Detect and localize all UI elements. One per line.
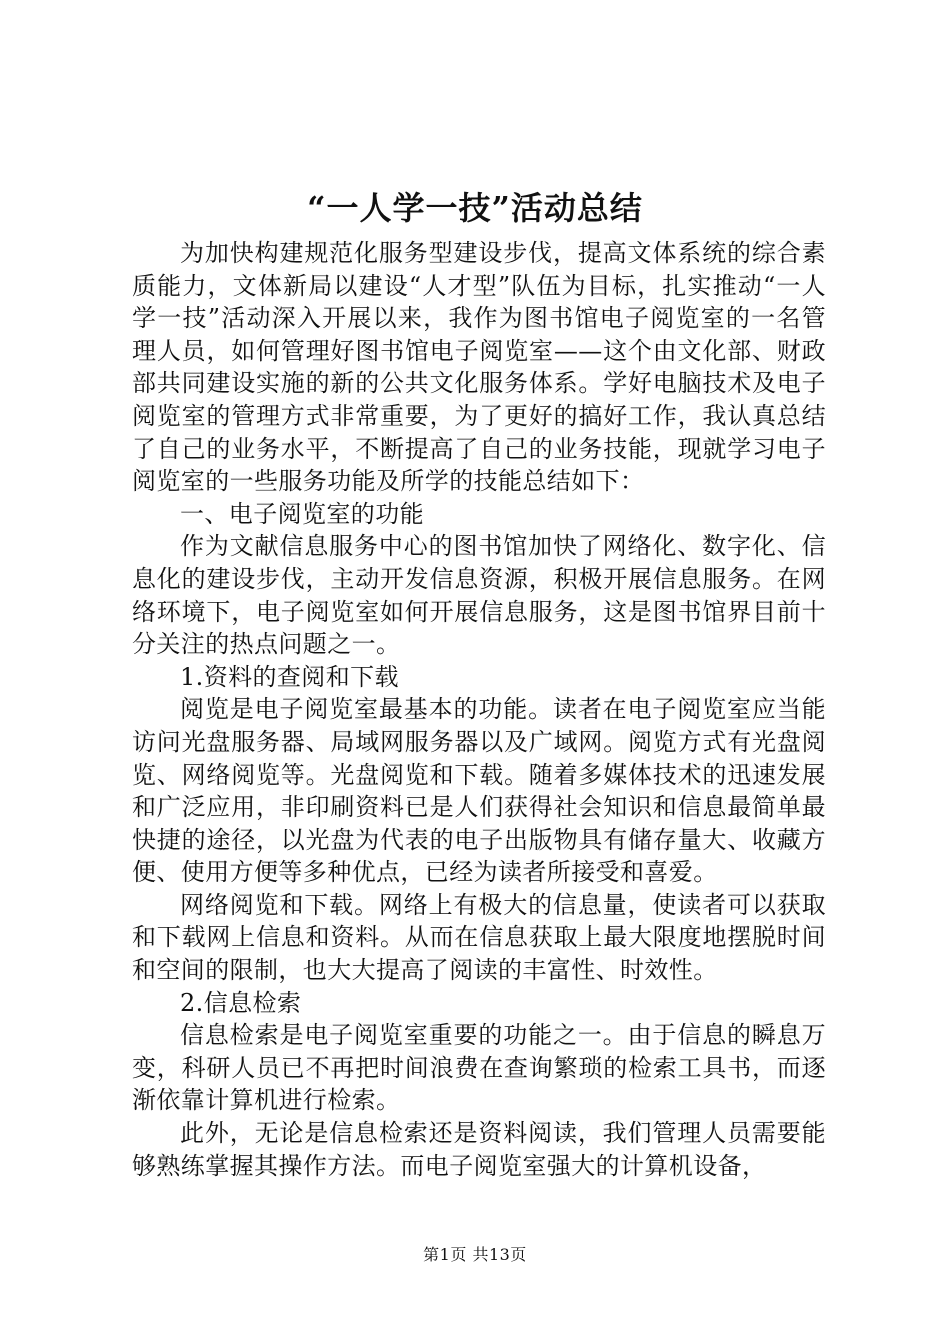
subsection-1-heading: 1.资料的查阅和下载: [180, 662, 399, 691]
document-body: [132, 237, 826, 1182]
subsection-2-paragraph-2: 此外，无论是信息检索还是资料阅读，我们管理人员需要能够熟练掌握其操作方法。而电子阅览室强大的计算机设备，: [132, 1119, 826, 1180]
subsection-2-paragraph-1: 信息检索是电子阅览室重要的功能之一。由于信息的瞬息万变，科研人员已不再把时间浪费在查询繁琐的检索工具书，而逐渐依靠计算机进行检索。: [132, 1021, 826, 1115]
subsection-2-heading: 2.信息检索: [180, 988, 302, 1017]
section-1-heading: 一、电子阅览室的功能: [180, 499, 424, 528]
subsection-1-paragraph-1: 阅览是电子阅览室最基本的功能。读者在电子阅览室应当能访问光盘服务器、局域网服务器以及广域网。阅览方式有光盘阅览、网络阅览等。光盘阅览和下载。随着多媒体技术的迅速发展和广泛应用，非印刷资料已是人们获得社会知识和信息最简单最快捷的途径，以光盘为代表的电子出版物具有储存量大、收藏方便、使用方便等多种优点，已经为读者所接受和喜爱。: [132, 695, 826, 887]
document-title: “一人学一技”活动总结: [307, 189, 643, 227]
section-1-paragraph: 作为文献信息服务中心的图书馆加快了网络化、数字化、信息化的建设步伐，主动开发信息资源，积极开展信息服务。在网络环境下，电子阅览室如何开展信息服务，这是图书馆界目前十分关注的热点问题之一。: [132, 532, 826, 659]
intro-paragraph: 为加快构建规范化服务型建设步伐，提高文体系统的综合素质能力，文体新局以建设“人才型”队伍为目标，扎实推动“一人学一技”活动深入开展以来，我作为图书馆电子阅览室的一名管理人员，如何管理好图书馆电子阅览室——这个由文化部、财政部共同建设实施的新的公共文化服务体系。学好电脑技术及电子阅览室的管理方式非常重要，为了更好的搞好工作，我认真总结了自己的业务水平，不断提高了自己的业务技能，现就学习电子阅览室的一些服务功能及所学的技能总结如下：: [132, 239, 826, 496]
page-number-footer: 第1页 共13页: [423, 1245, 527, 1264]
subsection-1-paragraph-2: 网络阅览和下载。网络上有极大的信息量，使读者可以获取和下载网上信息和资料。从而在信息获取上最大限度地摆脱时间和空间的限制，也大大提高了阅读的丰富性、时效性。: [132, 890, 826, 985]
